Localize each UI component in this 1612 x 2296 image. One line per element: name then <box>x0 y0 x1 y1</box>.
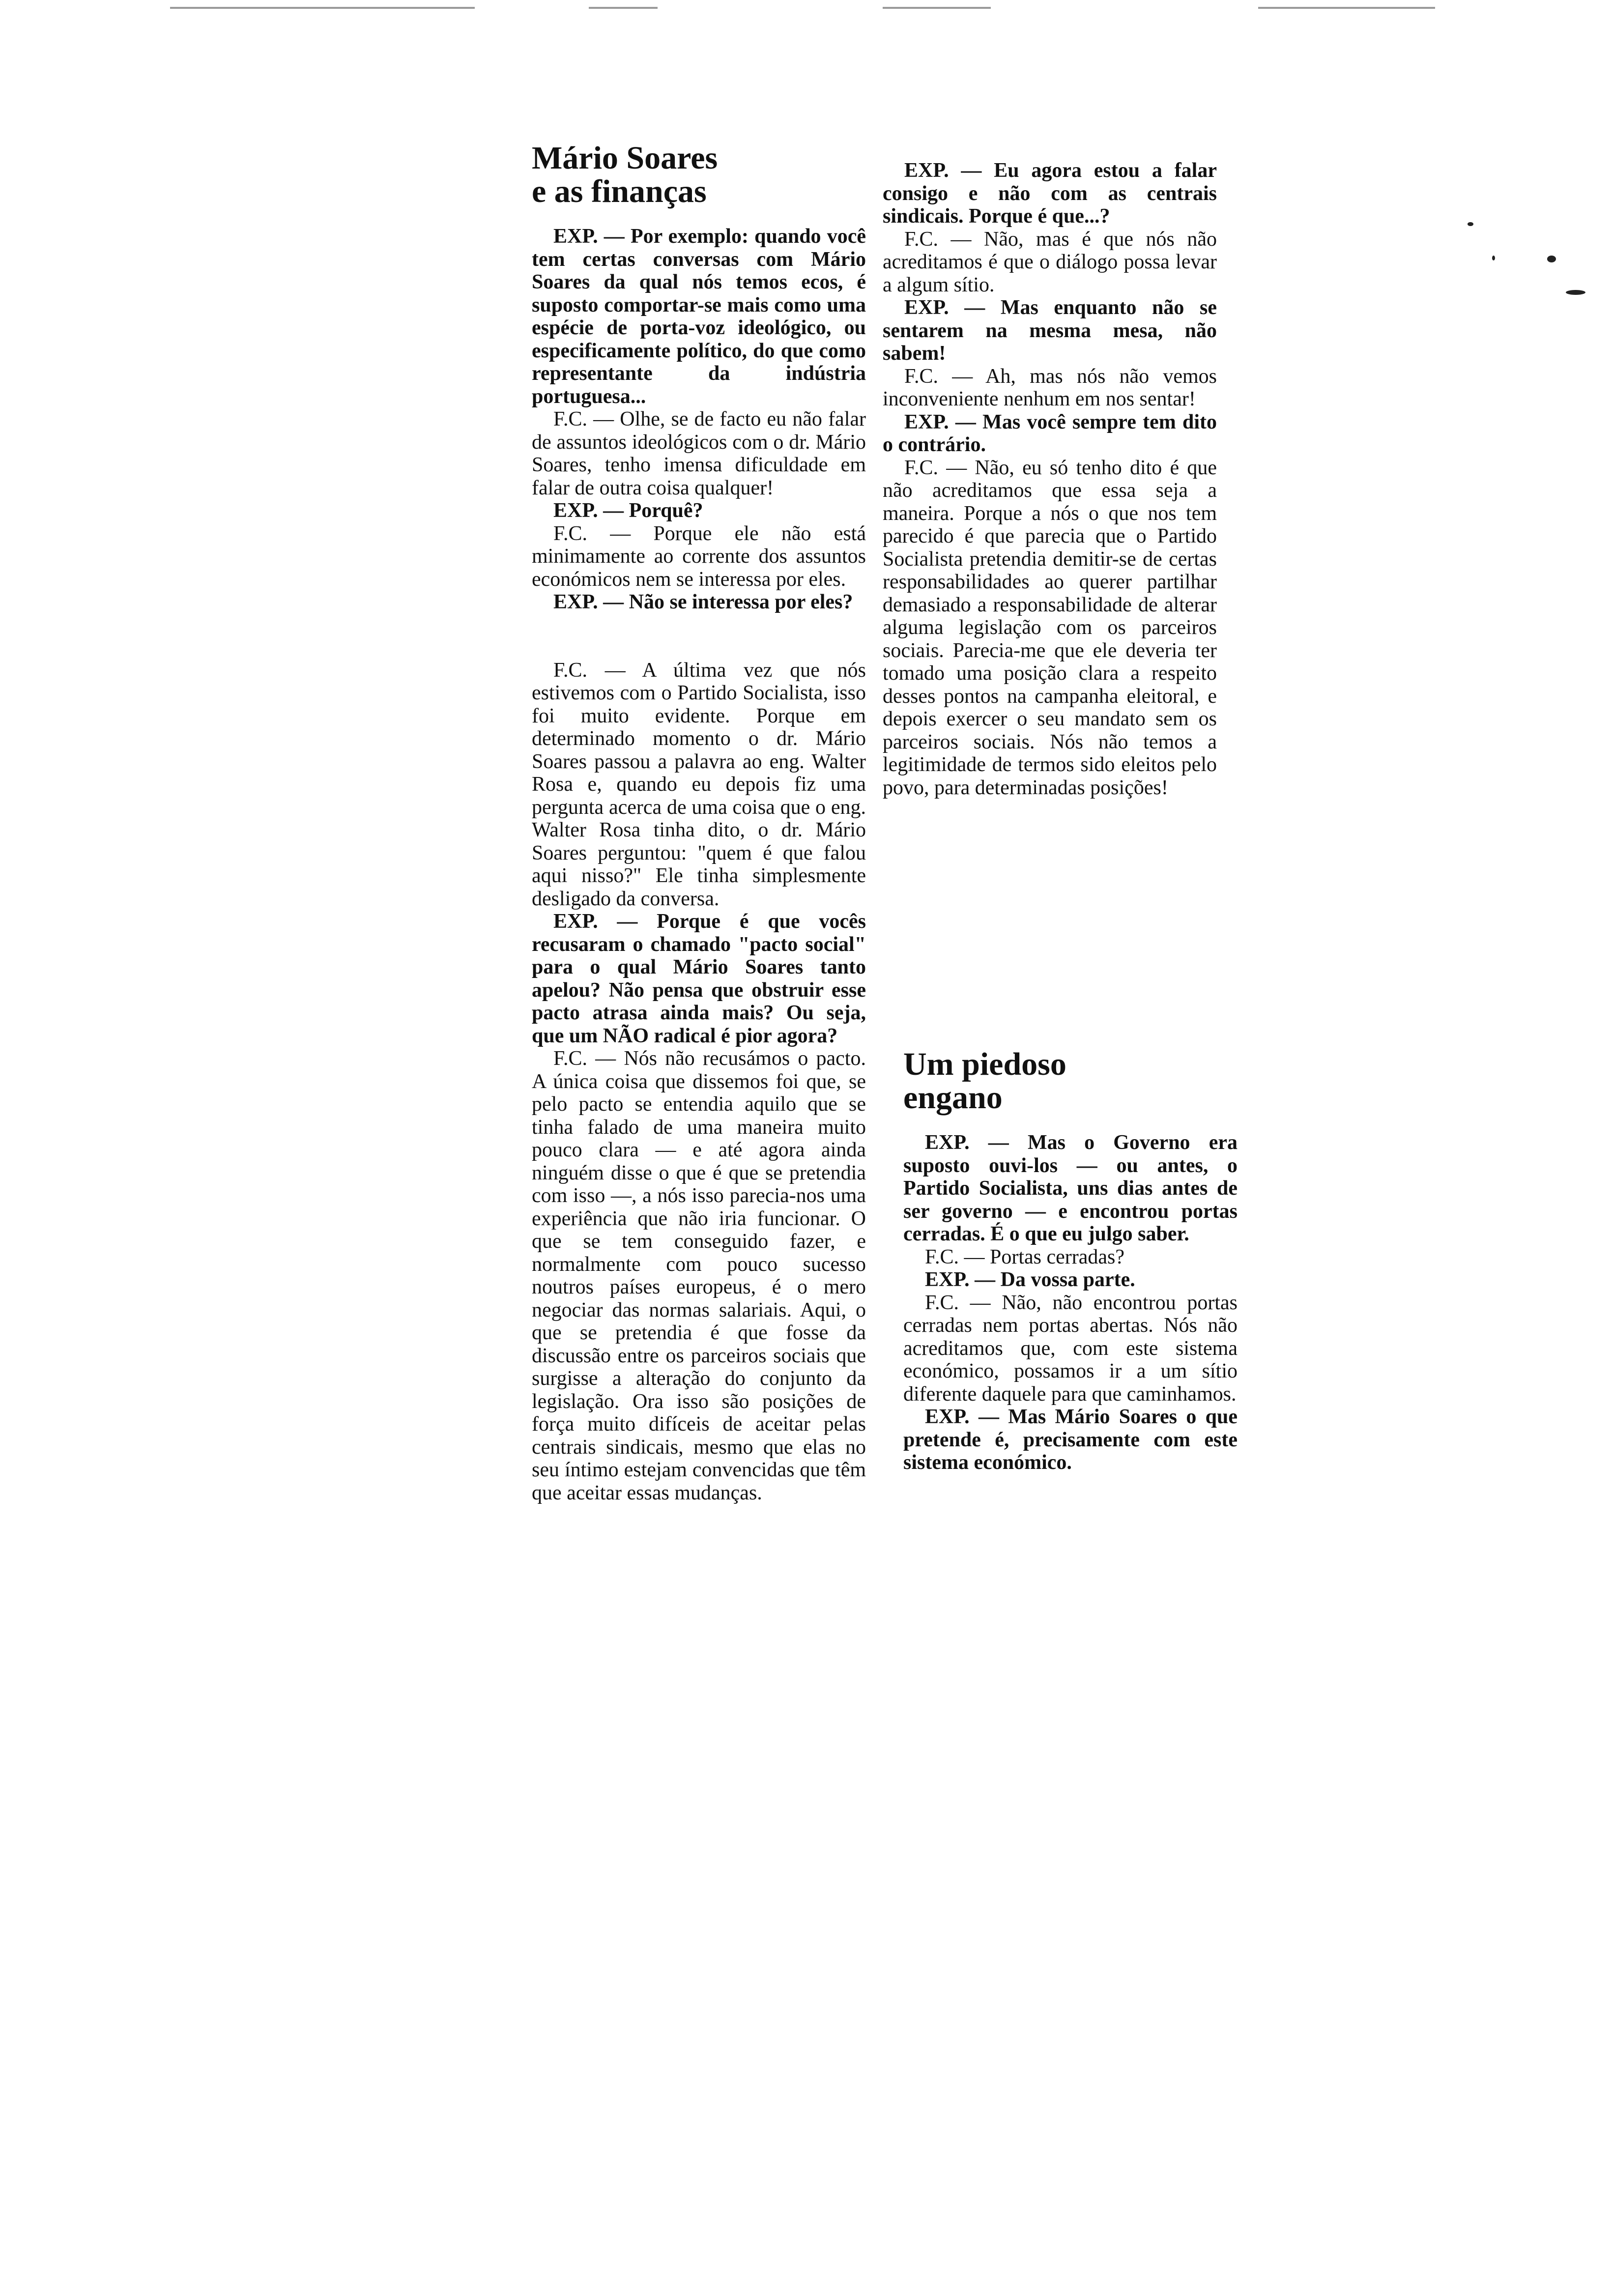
interview-answer: F.C. — Não, eu só tenho dito é que não acreditamos que essa seja a maneira. Porque a nós o que nos tem parecido é que parecia que o Partido Socialista pretendia demitir-se de certas responsabilidades ao querer partilhar demasiado a responsabilidade de alterar alguma legislação com os parceiros sociais. Parecia-me que ele deveria ter tomado uma posição clara a respeito desses pontos na campanha eleitoral, e depois exercer o seu mandato sem os parceiros sociais. Nós não temos a legitimidade de termos sido eleitos pelo povo, para determinadas posições! <box>883 456 1217 799</box>
section-heading-financas <box>532 142 866 208</box>
column-2 <box>883 159 1217 799</box>
scan-speck <box>1566 290 1585 295</box>
interview-question: EXP. — Não se interessa por eles? <box>553 591 853 613</box>
interview-question: EXP. — Porque é que vocês recusaram o chamado "pacto social" para o qual Mário Soares tanto apelou? Não pensa que obstruir esse pacto atrasa ainda mais? Ou seja, que um NÃO radical é pior agora? <box>532 910 866 1047</box>
top-rule-4 <box>1258 7 1435 9</box>
interview-question: EXP. — Porquê? <box>553 499 703 522</box>
interview-question: EXP. — Mas Mário Soares o que pretende é, precisamente com este sistema económico. <box>903 1406 1238 1474</box>
scan-speck <box>1492 256 1495 260</box>
interview-answer: F.C. — Porque ele não está minimamente ao corrente dos assuntos económicos nem se interessa por eles. <box>532 522 866 591</box>
interview-answer: F.C. — Portas cerradas? <box>925 1245 1125 1268</box>
interview-question: EXP. — Da vossa parte. <box>925 1268 1135 1291</box>
interview-question: EXP. — Mas enquanto não se sentarem na mesma mesa, não sabem! <box>883 296 1217 365</box>
interview-answer: F.C. — A última vez que nós estivemos com o Partido Socialista, isso foi muito evidente. Porque em determinado momento o dr. Mário Soares passou a palavra ao eng. Walter Rosa e, quando eu depois fiz uma pergunta acerca de uma coisa que o eng. Walter Rosa tinha dito, o dr. Mário Soares perguntou: "quem é que falou aqui nisso?" Ele tinha simplesmente desligado da conversa. <box>532 659 866 910</box>
heading-line-1: Mário Soares <box>532 140 718 176</box>
interview-answer: F.C. — Não, mas é que nós não acreditamos é que o diálogo possa levar a algum sítio. <box>883 228 1217 296</box>
heading-line-1: Um piedoso <box>903 1046 1066 1082</box>
interview-question: EXP. — Eu agora estou a falar consigo e não com as centrais sindicais. Porque é que...? <box>883 159 1217 228</box>
interview-question: EXP. — Por exemplo: quando você tem certas conversas com Mário Soares da qual nós temos ecos, é suposto comportar-se mais como uma espécie de porta-voz ideológico, ou especificamente político, do que como representante da indústria portuguesa... <box>532 225 866 408</box>
interview-question: EXP. — Mas você sempre tem dito o contrário. <box>883 410 1217 456</box>
top-rule-2 <box>589 7 658 9</box>
interview-answer: F.C. — Ah, mas nós não vemos inconveniente nenhum em nos sentar! <box>883 365 1217 410</box>
top-rule-1 <box>170 7 475 9</box>
interview-answer: F.C. — Nós não recusámos o pacto. A única coisa que dissemos foi que, se pelo pacto se entendia aquilo que se tinha falado de uma maneira muito pouco clara — e até agora ainda ninguém disse o que é que se pretendia com isso —, a nós isso parecia-nos uma experiência que não iria funcionar. O que se tem conseguido fazer, e normalmente com pouco sucesso noutros países europeus, é o mero negociar das normas salariais. Aqui, o que se pretendia é que fosse da discussão entre os parceiros sociais que surgisse a alteração do conjunto da legislação. Ora isso são posições de força muito difíceis de aceitar pelas centrais sindicais, mesmo que elas no seu íntimo estejam convencidas que têm que aceitar essas mudanças. <box>532 1047 866 1504</box>
column-3 <box>903 1048 1238 1474</box>
scan-speck <box>1547 256 1556 262</box>
heading-line-2: engano <box>903 1080 1003 1116</box>
heading-line-2: e as finanças <box>532 173 707 209</box>
section-heading-engano <box>903 1048 1238 1115</box>
column-1 <box>532 142 866 1504</box>
interview-answer: F.C. — Não, não encontrou portas cerradas nem portas abertas. Nós não acreditamos que, com este sistema económico, possamos ir a um sítio diferente daquele para que caminhamos. <box>903 1291 1238 1406</box>
interview-question: EXP. — Mas o Governo era suposto ouvi-los — ou antes, o Partido Socialista, uns dias antes de ser governo — e encontrou portas cerradas. É o que eu julgo saber. <box>903 1131 1238 1245</box>
top-rule-3 <box>883 7 991 9</box>
interview-answer: F.C. — Olhe, se de facto eu não falar de assuntos ideológicos com o dr. Mário Soares, tenho imensa dificuldade em falar de outra coisa qualquer! <box>532 408 866 499</box>
scan-speck <box>1468 222 1473 226</box>
